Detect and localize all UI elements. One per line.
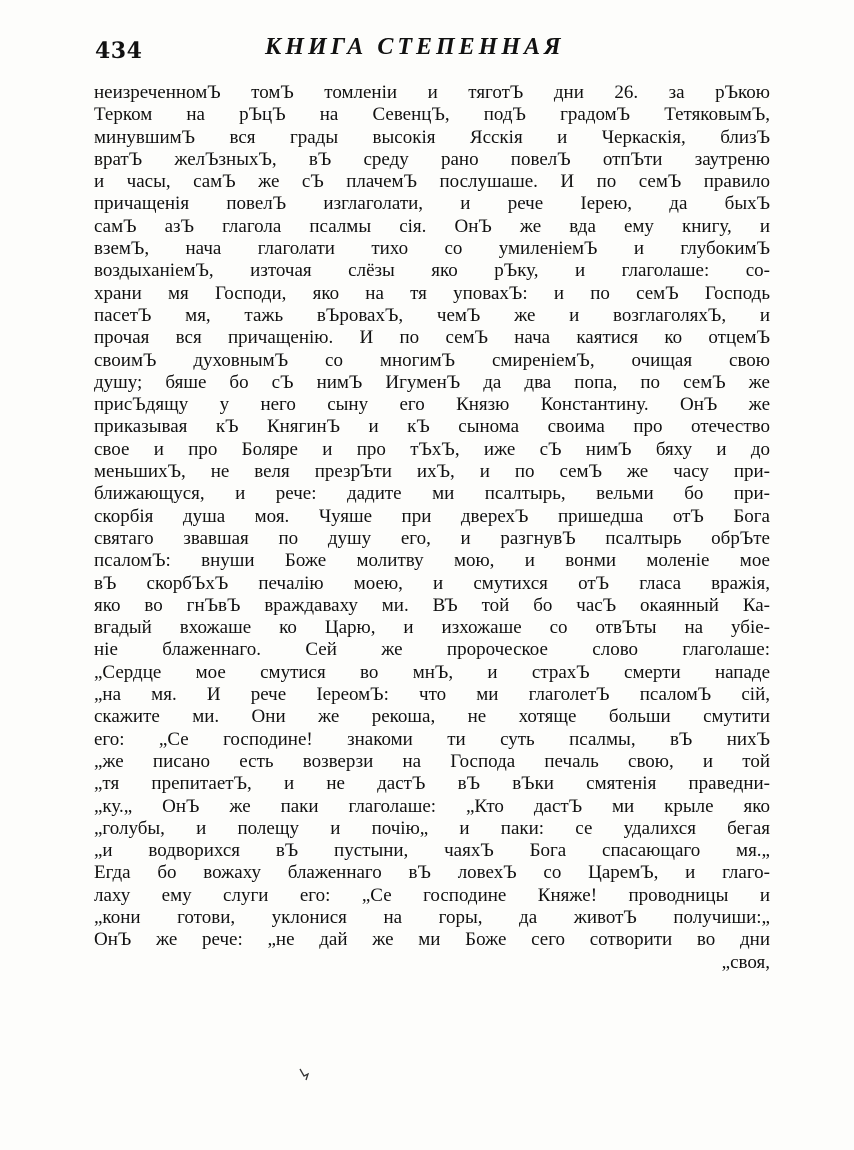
text-line: вратЪ желЪзныхЪ, вЪ среду рано повелЪ отпЪти заутреню: [94, 148, 770, 170]
text-line: меньшихЪ, не веля презрЪти ихЪ, и по семЪ же часу при-: [94, 461, 770, 483]
text-line: храни мя Господи, яко на тя уповахЪ: и по семЪ Господь: [94, 282, 770, 304]
text-line: своимЪ духовнымЪ со многимЪ смиреніемЪ, очищая свою: [94, 349, 770, 371]
text-line: „голубы, и полещу и почію„ и паки: се удалихся бегая: [94, 817, 770, 839]
text-line: „тя препитаетЪ, и не дастЪ вЪ вЪки смятенія праведни-: [94, 773, 770, 795]
text-line: вЪ скорбЪхЪ печалію моею, и смутихся отЪ гласа вражія,: [94, 572, 770, 594]
text-line: и часы, самЪ же сЪ плачемЪ послушаше. И по семЪ правило: [94, 171, 770, 193]
text-line: „ку.„ ОнЪ же паки глаголаше: „Кто дастЪ ми крыле яко: [94, 795, 770, 817]
text-line: ближающуся, и рече: дадите ми псалтырь, вельми бо при-: [94, 483, 770, 505]
text-line: приказывая кЪ КнягинЪ и кЪ сынома своима про отечество: [94, 416, 770, 438]
text-line: „и водворихся вЪ пустыни, чаяхЪ Бога спасающаго мя.„: [94, 840, 770, 862]
text-line: прочая вся причащенію. И по семЪ нача каятися ко отцемЪ: [94, 327, 770, 349]
catchword-line: „своя,: [721, 951, 770, 973]
text-line: ніе блаженнаго. Сей же пророческое слово глаголаше:: [94, 639, 770, 661]
ink-mark-icon: [298, 1068, 310, 1082]
text-line: минувшимЪ вся грады высокія Ясскія и Черкаскія, близЪ: [94, 126, 770, 148]
text-line: неизреченномЪ томЪ томленіи и тяготЪ дни 26. за рЪкою: [94, 82, 770, 103]
text-line: Егда бо вожаху блаженнаго вЪ ловехЪ со ЦаремЪ, и глаго-: [94, 862, 770, 884]
text-line: вгадый вхожаше ко Царю, и изхожаше со отвЪты на убіе-: [94, 617, 770, 639]
text-line: скорбія душа моя. Чуяше при дверехЪ пришедша отЪ Бога: [94, 505, 770, 527]
text-line: ОнЪ же рече: „не дай же ми Боже сего сотворити во дни: [94, 929, 770, 951]
page-header: [95, 30, 775, 70]
text-line: его: „Се господине! знакоми ти суть псалмы, вЪ нихЪ: [94, 728, 770, 750]
text-line: пасетЪ мя, тажь вЪровахЪ, чемЪ же и возглаголяхЪ, и: [94, 304, 770, 326]
text-line: вземЪ, нача глаголати тихо со умиленіемЪ и глубокимЪ: [94, 238, 770, 260]
text-line: самЪ азЪ глагола псалмы сія. ОнЪ же вда ему книгу, и: [94, 215, 770, 237]
text-line: причащенія повелЪ изглаголати, и рече Іерею, да быхЪ: [94, 193, 770, 215]
body-text: [94, 82, 770, 974]
text-line: свое и про Боляре и про тЪхЪ, иже сЪ нимЪ бяху и до: [94, 438, 770, 460]
text-line: лаху ему слуги его: „Се господине Княже! проводницы и: [94, 884, 770, 906]
text-line: присЪдящу у него сыну его Князю Константину. ОнЪ же: [94, 394, 770, 416]
text-line: псаломЪ: внуши Боже молитву мою, и вонми моленіе мое: [94, 550, 770, 572]
text-line: душу; бяше бо сЪ нимЪ ИгуменЪ да два попа, по семЪ же: [94, 371, 770, 393]
text-line: скажите ми. Они же рекоша, не хотяще больши смутити: [94, 706, 770, 728]
text-line: „же писано есть возверзи на Господа печаль свою, и той: [94, 750, 770, 772]
running-title: КНИГА СТЕПЕННАЯ: [265, 34, 565, 60]
text-line: „Сердце мое смутися во мнЪ, и страхЪ смерти нападе: [94, 661, 770, 683]
text-line: воздыханіемЪ, източая слёзы яко рЪку, и глаголаше: со-: [94, 260, 770, 282]
text-line: святаго звавшая по душу его, и разгнувЪ псалтырь обрЪте: [94, 527, 770, 549]
text-line: „на мя. И рече ІереомЪ: что ми глаголетЪ псаломЪ сій,: [94, 684, 770, 706]
text-line: яко во гнЪвЪ враждаваху ми. ВЪ той бо часЪ окаянный Ка-: [94, 594, 770, 616]
text-line: „кони готови, уклонися на горы, да животЪ получиши:„: [94, 906, 770, 928]
text-line: Терком на рЪцЪ на СевенцЪ, подЪ градомЪ ТетяковымЪ,: [94, 104, 770, 126]
page-number: 434: [95, 38, 143, 64]
